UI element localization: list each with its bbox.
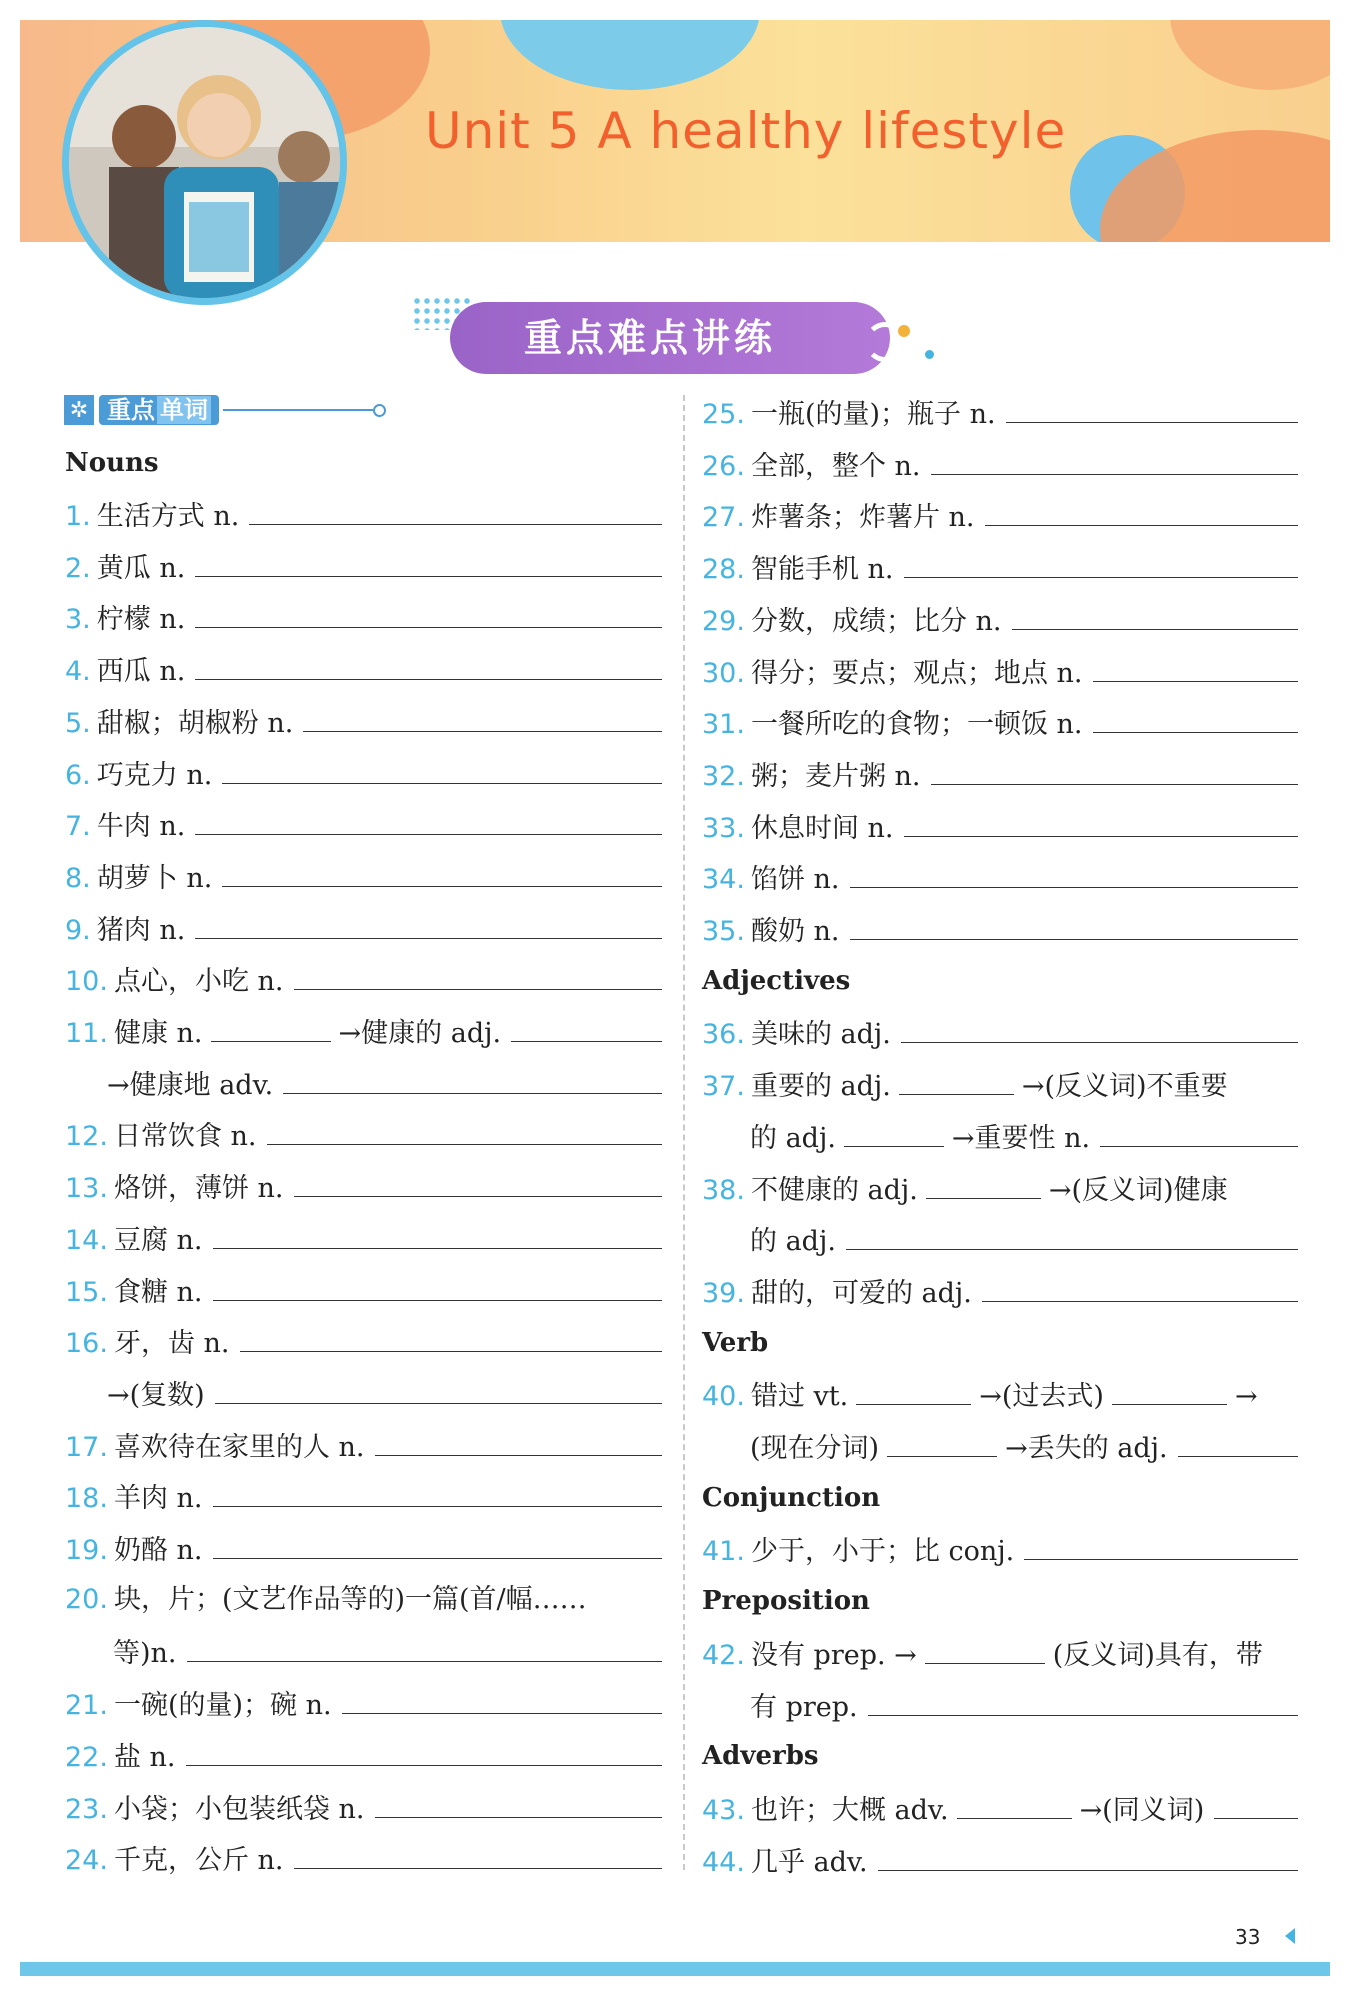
item-number: 38. (702, 1174, 745, 1206)
vocab-item (65, 1733, 662, 1777)
answer-blank[interactable] (850, 855, 1298, 888)
answer-blank[interactable] (213, 1268, 662, 1301)
vocab-item (702, 855, 1298, 899)
vocab-item (65, 1836, 662, 1880)
answer-blank[interactable] (195, 906, 662, 939)
answer-blank[interactable] (1012, 597, 1298, 630)
students-photo-illustration (69, 27, 340, 298)
vocab-item (65, 492, 662, 536)
answer-blank[interactable] (249, 492, 662, 525)
item-text: →(反义词)健康 (1048, 1174, 1228, 1206)
item-number: 8. (65, 862, 91, 894)
item-number: 7. (65, 811, 91, 843)
item-text: 智能手机 n. (750, 554, 894, 586)
item-text: 生活方式 n. (96, 501, 240, 532)
item-text: →丢失的 adj. (1005, 1433, 1168, 1464)
item-number: 11. (65, 1018, 108, 1049)
item-text: 牙，齿 n. (113, 1328, 230, 1360)
vocab-item (65, 1681, 662, 1725)
vocab-item (65, 1319, 662, 1363)
item-text: 豆腐 n. (113, 1224, 203, 1256)
answer-blank[interactable] (850, 907, 1298, 940)
item-number: 20. (65, 1583, 108, 1615)
answer-blank[interactable] (1024, 1527, 1298, 1560)
item-number: 22. (65, 1741, 108, 1773)
item-number: 41. (702, 1536, 745, 1568)
item-number: 37. (702, 1071, 745, 1103)
answer-blank[interactable] (222, 751, 662, 784)
answer-blank[interactable] (294, 1164, 662, 1197)
answer-blank[interactable] (1112, 1372, 1227, 1405)
answer-blank[interactable] (899, 1062, 1014, 1095)
item-text: →(反义词)不重要 (1021, 1071, 1228, 1103)
item-number: 5. (65, 707, 91, 739)
vocab-item (113, 1629, 662, 1673)
vocab-item (65, 699, 662, 743)
vocab-item (702, 597, 1298, 641)
item-text: 羊肉 n. (113, 1483, 203, 1515)
item-number: 3. (65, 604, 91, 636)
vocab-item (65, 957, 662, 1001)
item-number: 28. (702, 554, 745, 586)
item-text: 也许；大概 adv. (750, 1794, 949, 1826)
item-text: →(同义词) (1079, 1794, 1205, 1826)
answer-blank[interactable] (985, 493, 1298, 526)
vocab-item (65, 1423, 662, 1467)
section-title-banner (450, 302, 890, 374)
item-text: 馅饼 n. (750, 864, 840, 896)
heading-verb: Verb (702, 1327, 769, 1358)
vocab-item (750, 1683, 1298, 1727)
vocab-item (702, 649, 1298, 693)
answer-blank[interactable] (195, 595, 662, 628)
item-text: 没有 prep. → (750, 1639, 917, 1671)
answer-blank[interactable] (215, 1371, 662, 1404)
section-title: 重点难点讲练 (523, 316, 776, 360)
answer-blank[interactable] (1093, 649, 1298, 682)
item-number: 33. (702, 812, 745, 844)
item-text: 错过 vt. (750, 1381, 849, 1413)
vocab-item (702, 1062, 1298, 1106)
answer-blank[interactable] (195, 802, 662, 835)
item-number: 27. (702, 502, 745, 534)
vocab-item (702, 1372, 1298, 1416)
item-text: 的 adj. (750, 1122, 836, 1154)
item-number: 32. (702, 760, 745, 792)
item-number: 39. (702, 1277, 745, 1309)
answer-blank[interactable] (213, 1526, 662, 1559)
vocab-item (702, 1838, 1298, 1882)
item-text: 喜欢待在家里的人 n. (113, 1431, 365, 1463)
page-arrow-icon (1285, 1928, 1295, 1944)
unit-title: Unit 5 A healthy lifestyle (425, 102, 1067, 160)
answer-blank[interactable] (186, 1733, 662, 1766)
vocab-item (65, 802, 662, 846)
vocab-item (65, 595, 662, 639)
tag-label-b: 单词 (157, 396, 211, 424)
item-number: 13. (65, 1173, 108, 1205)
answer-blank[interactable] (267, 1112, 662, 1145)
item-number: 14. (65, 1224, 108, 1256)
answer-blank[interactable] (856, 1372, 971, 1405)
answer-blank[interactable] (844, 1114, 944, 1147)
tag-dot (373, 404, 386, 417)
item-number: 31. (702, 709, 745, 741)
tag-label (99, 395, 219, 425)
answer-blank[interactable] (887, 1424, 997, 1457)
vocab-item (65, 1474, 662, 1518)
vocab-item (702, 545, 1298, 589)
answer-blank[interactable] (211, 1009, 331, 1042)
answer-blank[interactable] (195, 647, 662, 680)
item-number: 36. (702, 1019, 745, 1051)
item-text: 猪肉 n. (96, 914, 186, 946)
column-divider (683, 395, 685, 1870)
vocab-item (750, 1217, 1298, 1261)
vocab-item (65, 906, 662, 950)
vocab-item (702, 804, 1298, 848)
answer-blank[interactable] (1100, 1114, 1298, 1147)
bottom-bar (20, 1962, 1330, 1976)
item-text: 盐 n. (113, 1741, 176, 1773)
item-text: 柠檬 n. (96, 604, 186, 636)
answer-blank[interactable] (868, 1683, 1298, 1716)
heading-conjunction: Conjunction (702, 1482, 881, 1513)
item-text: 一碗(的量)；碗 n. (113, 1690, 332, 1722)
answer-blank[interactable] (904, 545, 1298, 578)
vocab-item (702, 700, 1298, 744)
vocab-item (107, 1371, 662, 1415)
item-number: 25. (702, 399, 745, 430)
item-text: →重要性 n. (951, 1122, 1091, 1154)
answer-blank[interactable] (1006, 390, 1298, 423)
item-number: 9. (65, 914, 91, 946)
answer-blank[interactable] (926, 1166, 1041, 1199)
banner-blob (1170, 20, 1330, 90)
yellow-dot-decoration (898, 325, 910, 337)
vocab-item (65, 1785, 662, 1829)
answer-blank[interactable] (1214, 1786, 1298, 1819)
item-text: → (1234, 1381, 1258, 1413)
answer-blank[interactable] (283, 1061, 662, 1094)
item-text: 千克，公斤 n. (113, 1845, 284, 1877)
item-number: 35. (702, 916, 745, 947)
vocab-item (702, 1010, 1298, 1054)
item-text: 有 prep. (750, 1691, 858, 1723)
page-number: 33 (1235, 1925, 1261, 1949)
item-text: 日常饮食 n. (113, 1121, 257, 1153)
vocab-item (65, 1268, 662, 1312)
answer-blank[interactable] (878, 1838, 1298, 1871)
item-text: 等)n. (113, 1638, 177, 1670)
item-number: 12. (65, 1121, 108, 1153)
item-number: 19. (65, 1535, 108, 1566)
answer-blank[interactable] (901, 1010, 1298, 1043)
answer-blank[interactable] (375, 1423, 662, 1456)
item-text: 甜椒；胡椒粉 n. (96, 707, 294, 739)
tag-line (223, 409, 373, 411)
answer-blank[interactable] (931, 752, 1298, 785)
vocab-item (65, 1112, 662, 1156)
item-text: 酸奶 n. (750, 916, 840, 947)
item-text: 一瓶(的量)；瓶子 n. (750, 399, 996, 430)
item-text: →健康的 adj. (338, 1018, 502, 1049)
vocab-item (702, 1786, 1298, 1830)
item-number: 10. (65, 966, 108, 998)
item-number: 24. (65, 1845, 108, 1877)
answer-blank[interactable] (222, 854, 662, 887)
vocab-item (702, 752, 1298, 796)
answer-blank[interactable] (294, 957, 662, 990)
item-number: 16. (65, 1328, 108, 1360)
item-text: 休息时间 n. (750, 812, 894, 844)
vocab-item (107, 1061, 662, 1105)
item-text: 胡萝卜 n. (96, 862, 213, 894)
item-text: 炸薯条；炸薯片 n. (750, 502, 975, 534)
item-text: 粥；麦片粥 n. (750, 760, 921, 792)
item-text: →健康地 adv. (107, 1069, 274, 1101)
answer-blank[interactable] (1093, 700, 1298, 733)
item-number: 34. (702, 864, 745, 896)
vocab-item (65, 1009, 662, 1053)
item-number: 43. (702, 1794, 745, 1826)
vocab-item (65, 1526, 662, 1570)
item-text: 点心，小吃 n. (113, 966, 284, 998)
answer-blank[interactable] (195, 544, 662, 577)
item-text: 得分；要点；观点；地点 n. (750, 657, 1083, 689)
item-text: 奶酪 n. (113, 1535, 203, 1566)
vocab-item (702, 442, 1298, 486)
answer-blank[interactable] (240, 1319, 662, 1352)
tag-label-a: 重点 (107, 396, 155, 424)
item-number: 26. (702, 450, 745, 482)
item-number: 1. (65, 501, 91, 532)
vocab-item (65, 751, 662, 795)
vocab-item (702, 1631, 1298, 1675)
item-text: 的 adj. (750, 1226, 836, 1258)
vocab-item (702, 1269, 1298, 1313)
answer-blank[interactable] (213, 1474, 662, 1507)
item-text: (现在分词) (750, 1433, 880, 1464)
item-text: 不健康的 adj. (750, 1174, 918, 1206)
item-text: 黄瓜 n. (96, 552, 186, 584)
vocab-item (702, 1166, 1298, 1210)
item-text: →(复数) (107, 1379, 205, 1411)
item-text: 分数，成绩；比分 n. (750, 605, 1002, 637)
key-words-tag (64, 393, 386, 427)
answer-blank[interactable] (213, 1216, 662, 1249)
item-number: 30. (702, 657, 745, 689)
answer-blank[interactable] (982, 1269, 1298, 1302)
item-text: 健康 n. (113, 1018, 203, 1049)
item-text: 重要的 adj. (750, 1071, 891, 1103)
item-text: 巧克力 n. (96, 759, 213, 791)
vocab-item (750, 1114, 1298, 1158)
item-text: 美味的 adj. (750, 1019, 891, 1051)
item-text: 西瓜 n. (96, 656, 186, 688)
item-text: 食糖 n. (113, 1276, 203, 1308)
answer-blank[interactable] (931, 442, 1298, 475)
vocab-item (702, 907, 1298, 951)
item-number: 18. (65, 1483, 108, 1515)
item-text: 烙饼，薄饼 n. (113, 1173, 284, 1205)
answer-blank[interactable] (294, 1836, 662, 1869)
item-number: 44. (702, 1846, 745, 1878)
item-number: 40. (702, 1381, 745, 1413)
answer-blank[interactable] (846, 1217, 1298, 1250)
item-text: 全部，整个 n. (750, 450, 921, 482)
item-number: 4. (65, 656, 91, 688)
students-photo (62, 20, 347, 305)
star-icon: ✲ (64, 395, 94, 425)
banner-blob (500, 20, 760, 90)
item-text: 一餐所吃的食物；一顿饭 n. (750, 709, 1083, 741)
heading-adverbs: Adverbs (702, 1741, 819, 1772)
item-text: 牛肉 n. (96, 811, 186, 843)
answer-blank[interactable] (303, 699, 662, 732)
answer-blank[interactable] (1178, 1424, 1298, 1457)
item-text: →(过去式) (979, 1381, 1104, 1413)
item-number: 15. (65, 1276, 108, 1308)
vocab-item (65, 854, 662, 898)
heading-nouns: Nouns (65, 448, 159, 478)
item-text: 甜的，可爱的 adj. (750, 1277, 972, 1309)
item-number: 29. (702, 605, 745, 637)
item-number: 21. (65, 1690, 108, 1722)
item-text: 小袋；小包装纸袋 n. (113, 1793, 365, 1825)
vocab-item (65, 1578, 662, 1622)
answer-blank[interactable] (925, 1631, 1045, 1664)
vocab-item (702, 390, 1298, 434)
heading-adjectives: Adjectives (702, 965, 851, 996)
answer-blank[interactable] (511, 1009, 662, 1042)
item-text: 块，片；(文艺作品等的)一篇(首/幅…… (113, 1583, 587, 1615)
vocab-item (65, 544, 662, 588)
vocab-item (65, 1216, 662, 1260)
vocab-item (750, 1424, 1298, 1468)
item-text: 少于，小于；比 conj. (750, 1536, 1015, 1568)
blue-dot-decoration (925, 350, 934, 359)
item-text: (反义词)具有，带 (1052, 1639, 1263, 1671)
answer-blank[interactable] (957, 1786, 1072, 1819)
vocab-item (65, 1164, 662, 1208)
item-text: 几乎 adv. (750, 1846, 868, 1878)
item-number: 6. (65, 759, 91, 791)
answer-blank[interactable] (342, 1681, 662, 1714)
item-number: 23. (65, 1793, 108, 1825)
answer-blank[interactable] (187, 1629, 662, 1662)
vocab-item (702, 1527, 1298, 1571)
item-number: 17. (65, 1431, 108, 1463)
item-number: 42. (702, 1639, 745, 1671)
vocab-item (702, 493, 1298, 537)
answer-blank[interactable] (375, 1785, 662, 1818)
vocab-item (65, 647, 662, 691)
heading-preposition: Preposition (702, 1586, 870, 1617)
answer-blank[interactable] (904, 804, 1298, 837)
item-number: 2. (65, 552, 91, 584)
